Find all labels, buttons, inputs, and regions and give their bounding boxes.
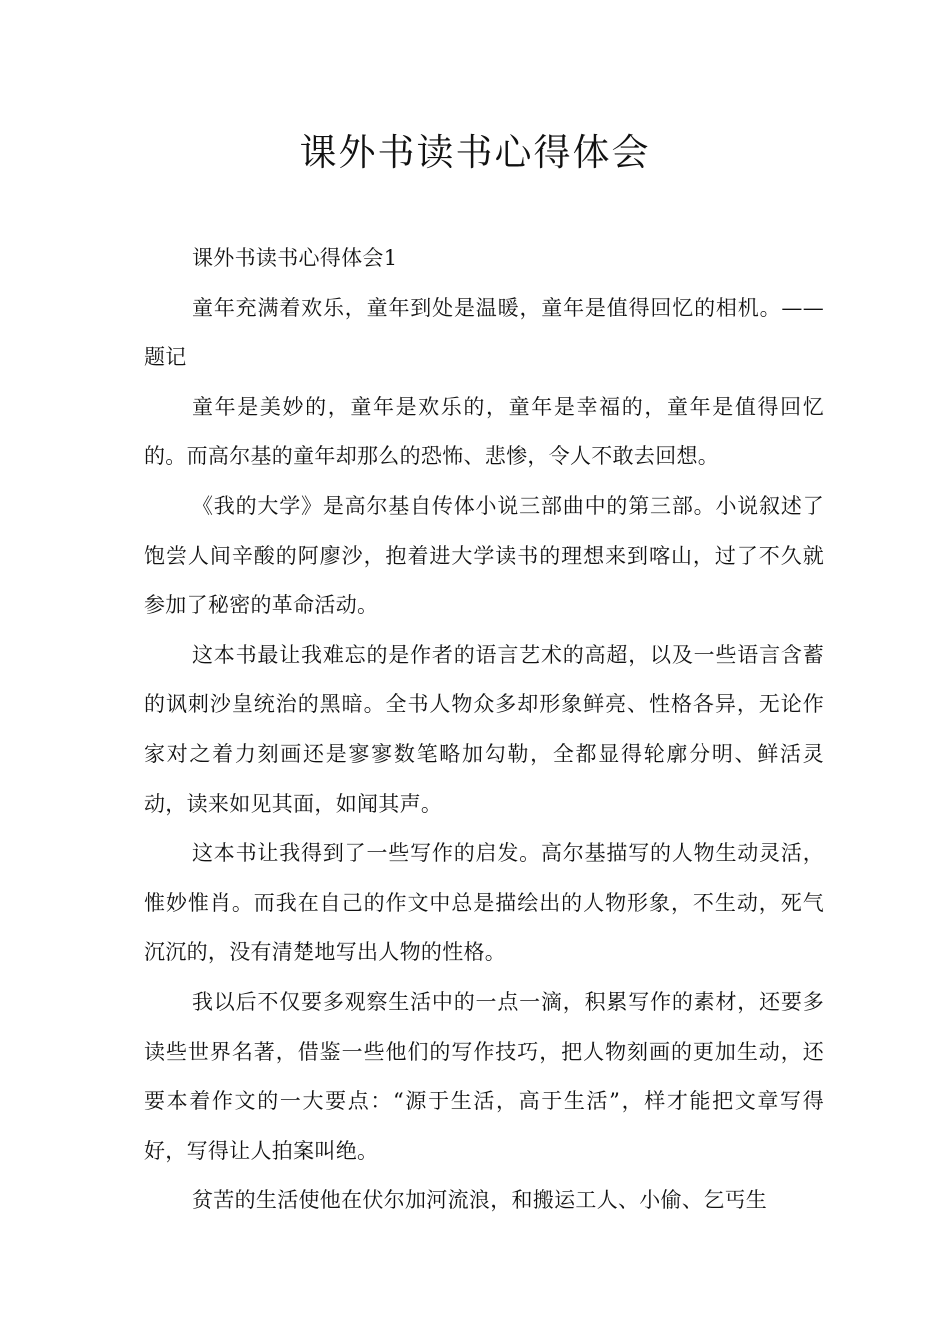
- section-heading: 课外书读书心得体会1: [192, 246, 398, 270]
- document-body: [144, 234, 824, 1226]
- body-paragraph: 童年是美妙的，童年是欢乐的，童年是幸福的，童年是值得回忆的。而高尔基的童年却那么的恐怖、悲惨，令人不敢去回想。: [144, 394, 824, 469]
- body-paragraph: 《我的大学》是高尔基自传体小说三部曲中的第三部。小说叙述了饱尝人间辛酸的阿廖沙，抱着进大学读书的理想来到喀山，过了不久就参加了秘密的革命活动。: [144, 493, 824, 618]
- document-title: 课外书读书心得体会: [299, 131, 651, 174]
- body-paragraph: 这本书让我得到了一些写作的启发。高尔基描写的人物生动灵活，惟妙惟肖。而我在自己的作文中总是描绘出的人物形象，不生动，死气沉沉的，没有清楚地写出人物的性格。: [144, 841, 824, 965]
- epigraph-paragraph: 童年充满着欢乐，童年到处是温暖，童年是值得回忆的相机。——题记: [144, 295, 824, 370]
- body-paragraph: 这本书最让我难忘的是作者的语言艺术的高超，以及一些语言含蓄的讽刺沙皇统治的黑暗。全书人物众多却形象鲜亮、性格各异，无论作家对之着力刻画还是寥寥数笔略加勾勒，全都显得轮廓分明、鲜活灵动，读来如见其面，如闻其声。: [144, 642, 824, 816]
- body-paragraph: 我以后不仅要多观察生活中的一点一滴，积累写作的素材，还要多读些世界名著，借鉴一些他们的写作技巧，把人物刻画的更加生动，还要本着作文的一大要点：“源于生活，高于生活”，样才能把文章写得好，写得让人拍案叫绝。: [144, 989, 824, 1163]
- body-paragraph: 贫苦的生活使他在伏尔加河流浪，和搬运工人、小偷、乞丐生: [192, 1188, 768, 1213]
